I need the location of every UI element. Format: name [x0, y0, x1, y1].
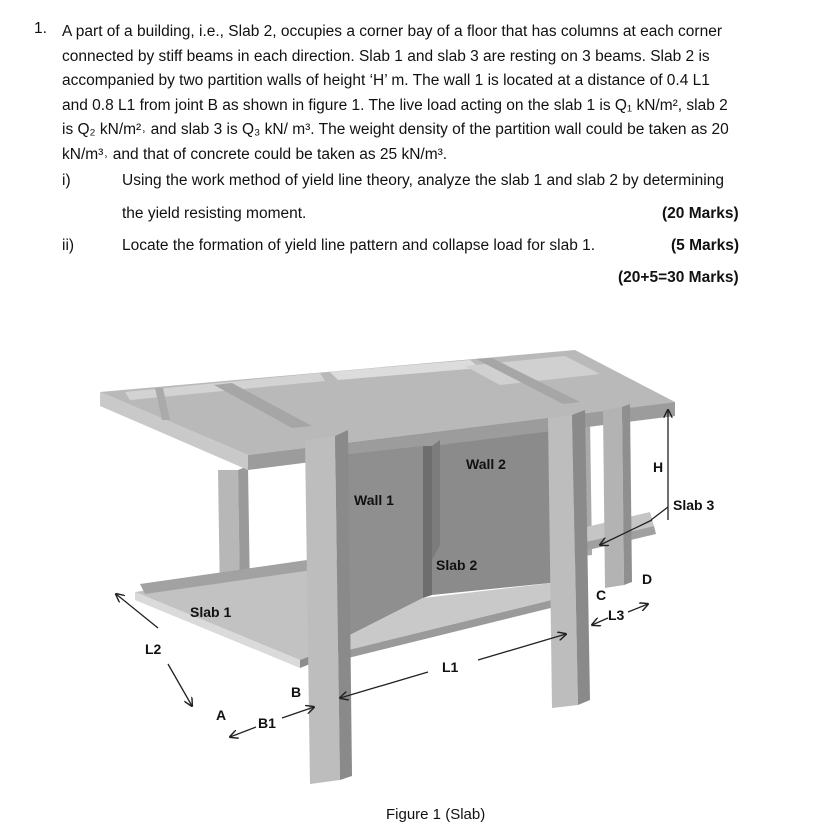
b1-arrow-left	[230, 727, 256, 737]
total-marks: (20+5=30 Marks)	[618, 269, 739, 286]
label-slab-3: Slab 3	[673, 497, 715, 513]
label-c: C	[596, 587, 607, 603]
column-c	[548, 410, 590, 708]
label-h: H	[653, 459, 664, 475]
label-l2: L2	[145, 641, 162, 657]
question-line: and 0.8 L1 from joint B as shown in figure 1. The live load acting on the slab 1 is Q₁ kN/m², slab 2	[62, 96, 728, 114]
label-d: D	[642, 571, 653, 587]
label-b: B	[291, 684, 302, 700]
slab3-leader	[651, 507, 668, 520]
l1-arrow-left	[340, 672, 428, 698]
part-i-text-line1: Using the work method of yield line theory, analyze the slab 1 and slab 2 by determining	[122, 172, 724, 189]
label-slab-2: Slab 2	[436, 557, 478, 573]
question-number: 1.	[34, 20, 47, 37]
figure-caption: Figure 1 (Slab)	[386, 806, 486, 823]
label-a: A	[216, 707, 227, 723]
part-ii-label: ii)	[62, 237, 75, 254]
question-line: kN/m³˒ and that of concrete could be taken as 25 kN/m³.	[62, 145, 448, 163]
column-b	[305, 430, 352, 784]
label-l1: L1	[442, 659, 459, 675]
question-line: A part of a building, i.e., Slab 2, occupies a corner bay of a floor that has columns at each corner	[62, 23, 722, 40]
question-line: is Q₂ kN/m²˒ and slab 3 is Q₃ kN/ m³. The weight density of the partition wall could be taken as 20	[62, 121, 729, 139]
label-wall-1: Wall 1	[354, 492, 394, 508]
l3-arrow-left	[592, 618, 608, 625]
l3-arrow-right	[628, 604, 648, 612]
label-slab-1: Slab 1	[190, 604, 232, 620]
label-b1: B1	[258, 715, 276, 731]
part-i-marks: (20 Marks)	[662, 205, 739, 222]
label-wall-2: Wall 2	[466, 456, 506, 472]
part-i-label: i)	[62, 172, 71, 189]
part-i-text-line2: the yield resisting moment.	[122, 205, 307, 222]
part-ii-text: Locate the formation of yield line pattern and collapse load for slab 1.	[122, 237, 596, 254]
l2-arrow-down	[168, 664, 192, 706]
part-ii-marks: (5 Marks)	[671, 237, 740, 254]
question-line: connected by stiff beams in each direction. Slab 1 and slab 3 are resting on 3 beams. Slab 2 is	[62, 47, 710, 65]
label-l3: L3	[608, 607, 625, 623]
column-right-top	[603, 404, 632, 588]
question-line: accompanied by two partition walls of height ‘H’ m. The wall 1 is located at a distance of 0.4 L1	[62, 72, 710, 90]
